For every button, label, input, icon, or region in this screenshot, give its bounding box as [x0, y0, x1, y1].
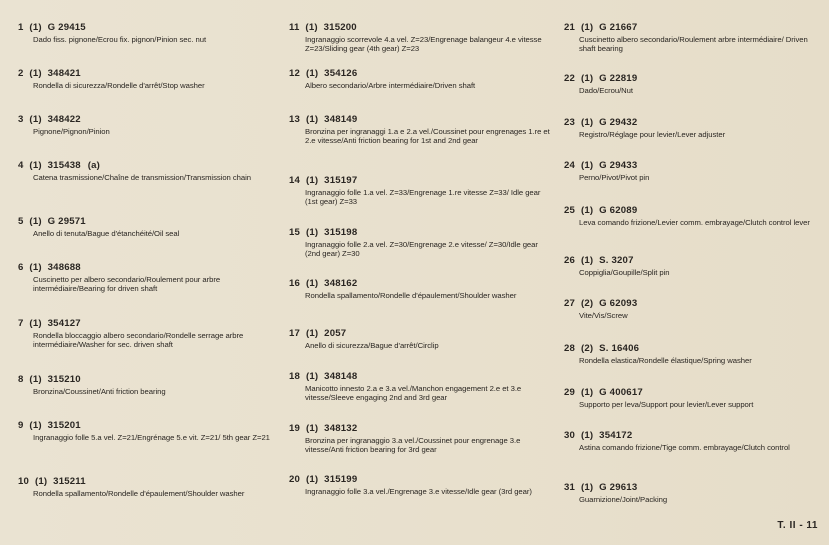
part-quantity: (1) [580, 160, 594, 171]
part-number: 18 [289, 371, 301, 382]
part-description: Rondella spallamento/Rondelle d'épaulement/Shoulder washer [305, 291, 517, 300]
part-quantity: (1) [305, 175, 319, 186]
part-description: Bronzina per ingranaggio 3.a vel./Coussinet pour engrenage 3.e vitesse/Anti friction bearing for 3rd gear [305, 436, 521, 455]
part-number: 2 [18, 68, 24, 79]
part-entry [289, 328, 551, 350]
part-description: Cuscinetto albero secondario/Roulement arbre intermédiaire/ Driven shaft bearing [579, 35, 808, 54]
part-entry [564, 73, 820, 95]
part-description: Anello di sicurezza/Bague d'arrêt/Circlip [305, 341, 439, 350]
part-entry [289, 175, 551, 207]
part-code: 348162 [324, 278, 358, 289]
part-entry [564, 22, 820, 54]
part-description: Ingranaggio folle 5.a vel. Z=21/Engrénage 5.e vit. Z=21/ 5th gear Z=21 [33, 433, 270, 442]
part-code: G 62089 [599, 205, 638, 216]
part-description: Anello di tenuta/Bague d'étanchéité/Oil seal [33, 229, 180, 238]
part-header [564, 343, 820, 354]
part-quantity: (1) [29, 68, 42, 79]
part-code: G 29433 [599, 160, 638, 171]
part-quantity: (1) [29, 114, 42, 125]
part-header [18, 114, 280, 125]
part-entry [18, 318, 280, 350]
part-number: 17 [289, 328, 301, 339]
part-number: 14 [289, 175, 301, 186]
part-code: G 400617 [599, 387, 643, 398]
part-code: G 29415 [47, 22, 86, 33]
part-entry [18, 476, 280, 498]
part-description: Ingranaggio folle 3.a vel./Engrenage 3.e vitesse/Idle gear (3rd gear) [305, 487, 532, 496]
part-header [564, 430, 820, 441]
part-quantity: (1) [580, 73, 594, 84]
part-entry [289, 371, 551, 403]
part-description: Vite/Vis/Screw [579, 311, 628, 320]
part-description: Dado/Ecrou/Nut [579, 86, 633, 95]
part-quantity: (1) [305, 423, 319, 434]
part-quantity: (1) [580, 22, 594, 33]
part-number: 12 [289, 68, 301, 79]
part-number: 13 [289, 114, 301, 125]
part-description: Rondella elastica/Rondelle élastique/Spring washer [579, 356, 752, 365]
part-description: Dado fiss. pignone/Ecrou fix. pignon/Pinion sec. nut [33, 35, 207, 44]
part-description: Coppiglia/Goupille/Split pin [579, 268, 670, 277]
part-entry [564, 255, 820, 277]
part-quantity: (1) [580, 255, 594, 266]
part-entry [18, 216, 280, 238]
part-header [564, 160, 820, 171]
part-entry [289, 278, 551, 300]
part-code: 315197 [324, 175, 358, 186]
part-header [18, 68, 280, 79]
part-code: 348422 [47, 114, 81, 125]
part-header [18, 22, 280, 33]
part-header [289, 371, 551, 382]
part-number: 20 [289, 474, 301, 485]
part-header [18, 420, 280, 431]
part-code: 315211 [53, 476, 86, 487]
part-quantity: (1) [29, 262, 42, 273]
part-number: 15 [289, 227, 301, 238]
part-number: 26 [564, 255, 576, 266]
part-code: S. 16406 [599, 343, 640, 354]
part-description: Registro/Réglage pour levier/Lever adjuster [579, 130, 726, 139]
part-quantity: (1) [305, 474, 319, 485]
part-quantity: (1) [580, 430, 594, 441]
part-header [289, 328, 551, 339]
part-header [564, 255, 820, 266]
part-description: Catena trasmissione/Chaîne de transmission/Transmission chain [33, 173, 251, 182]
part-entry [18, 262, 280, 294]
part-code: 315438 [47, 160, 81, 171]
part-number: 28 [564, 343, 576, 354]
part-header [18, 262, 280, 273]
part-quantity: (1) [580, 205, 594, 216]
part-header [564, 22, 820, 33]
part-entry [564, 387, 820, 409]
part-header [18, 374, 280, 385]
part-code: 315200 [323, 22, 357, 33]
part-entry [289, 68, 551, 90]
part-code: 348688 [47, 262, 81, 273]
part-quantity: (1) [305, 328, 319, 339]
part-description: Rondella bloccaggio albero secondario/Rondelle serrage arbre intermédiaire/Washer for sec. driven shaft [33, 331, 244, 350]
part-entry [564, 430, 820, 452]
part-header [18, 216, 280, 227]
part-number: 9 [18, 420, 24, 431]
part-entry [289, 474, 551, 496]
part-code: 354127 [47, 318, 81, 329]
part-quantity: (1) [305, 278, 319, 289]
part-number: 27 [564, 298, 576, 309]
page-number: T. II - 11 [777, 520, 818, 531]
part-code: S. 3207 [599, 255, 634, 266]
part-quantity: (2) [580, 343, 594, 354]
part-header [289, 114, 551, 125]
part-quantity: (1) [305, 227, 319, 238]
part-header [289, 474, 551, 485]
part-description: Guarnizione/Joint/Packing [579, 495, 668, 504]
part-description: Albero secondario/Arbre intermédiaire/Driven shaft [305, 81, 476, 90]
part-entry [564, 298, 820, 320]
part-quantity: (1) [29, 374, 42, 385]
part-header [18, 160, 280, 171]
part-header [564, 205, 820, 216]
part-header [289, 227, 551, 238]
part-quantity: (1) [580, 387, 594, 398]
part-header [18, 318, 280, 329]
part-header [564, 73, 820, 84]
part-header [289, 22, 551, 33]
part-number: 5 [18, 216, 24, 227]
part-description: Cuscinetto per albero secondario/Roulement pour arbre intermédiaire/Bearing for driven shaft [33, 275, 221, 294]
part-header [564, 117, 820, 128]
part-description: Rondella spallamento/Rondelle d'épaulement/Shoulder washer [33, 489, 245, 498]
part-code: 348148 [324, 371, 358, 382]
part-number: 8 [18, 374, 24, 385]
part-quantity: (1) [305, 114, 319, 125]
part-note: (a) [87, 160, 101, 171]
part-number: 25 [564, 205, 576, 216]
part-code: G 29432 [599, 117, 638, 128]
part-header [289, 278, 551, 289]
part-entry [564, 160, 820, 182]
part-quantity: (2) [580, 298, 594, 309]
part-quantity: (1) [29, 216, 42, 227]
part-entry [18, 160, 280, 182]
part-description: Supporto per leva/Support pour levier/Lever support [579, 400, 754, 409]
part-entry [564, 205, 820, 227]
part-number: 22 [564, 73, 576, 84]
part-description: Ingranaggio scorrevole 4.a vel. Z=23/Engrenage balangeur 4.e vitesse Z=23/Sliding gear (4th gear) Z=23 [305, 35, 542, 54]
part-quantity: (1) [580, 117, 594, 128]
part-entry [289, 22, 551, 54]
part-number: 3 [18, 114, 24, 125]
part-number: 29 [564, 387, 576, 398]
part-entry [18, 114, 280, 136]
part-entry [289, 423, 551, 455]
part-quantity: (1) [305, 371, 319, 382]
part-quantity: (1) [580, 482, 594, 493]
part-number: 1 [18, 22, 24, 33]
part-entry [18, 22, 280, 44]
part-code: 2057 [324, 328, 347, 339]
part-code: 348132 [324, 423, 358, 434]
part-code: G 62093 [599, 298, 638, 309]
part-number: 24 [564, 160, 576, 171]
part-code: 348149 [324, 114, 358, 125]
part-description: Ingranaggio folle 1.a vel. Z=33/Engrenage 1.re vitesse Z=33/ Idle gear (1st gear) Z=33 [305, 188, 541, 207]
part-code: 354172 [599, 430, 633, 441]
part-code: 354126 [324, 68, 358, 79]
part-header [564, 298, 820, 309]
part-entry [564, 117, 820, 139]
part-entry [18, 374, 280, 396]
part-header [564, 387, 820, 398]
part-quantity: (1) [305, 68, 319, 79]
part-description: Pignone/Pignon/Pinion [33, 127, 110, 136]
part-entry [289, 227, 551, 259]
part-code: 315199 [324, 474, 358, 485]
part-code: 315210 [47, 374, 81, 385]
part-number: 30 [564, 430, 576, 441]
part-description: Bronzina per ingranaggi 1.a e 2.a vel./Coussinet pour engrenages 1.re et 2.e vitesse/Anti friction bearing for 1st and 2nd gear [305, 127, 550, 146]
part-code: 348421 [47, 68, 81, 79]
part-code: 315201 [47, 420, 81, 431]
part-description: Perno/Pivot/Pivot pin [579, 173, 650, 182]
part-description: Rondella di sicurezza/Rondelle d'arrêt/Stop washer [33, 81, 205, 90]
part-header [289, 68, 551, 79]
part-number: 21 [564, 22, 576, 33]
part-number: 11 [289, 22, 300, 33]
part-code: G 29571 [47, 216, 86, 227]
part-header [289, 175, 551, 186]
part-quantity: (1) [29, 420, 42, 431]
part-number: 23 [564, 117, 576, 128]
part-number: 6 [18, 262, 24, 273]
part-number: 10 [18, 476, 30, 487]
part-number: 19 [289, 423, 301, 434]
part-code: G 22819 [599, 73, 638, 84]
part-number: 7 [18, 318, 24, 329]
part-quantity: (1) [29, 160, 42, 171]
part-header [18, 476, 280, 487]
part-code: G 21667 [599, 22, 638, 33]
part-entry [289, 114, 551, 146]
part-quantity: (1) [305, 22, 318, 33]
part-code: G 29613 [599, 482, 638, 493]
part-entry [18, 420, 280, 442]
part-number: 31 [564, 482, 576, 493]
part-description: Astina comando frizione/Tige comm. embrayage/Clutch control [579, 443, 790, 452]
part-description: Leva comando frizione/Levier comm. embrayage/Clutch control lever [579, 218, 810, 227]
part-description: Bronzina/Coussinet/Anti friction bearing [33, 387, 166, 396]
part-description: Ingranaggio folle 2.a vel. Z=30/Engrenage 2.e vitesse/ Z=30/Idle gear (2nd gear) Z=30 [305, 240, 538, 259]
part-header [564, 482, 820, 493]
part-entry [18, 68, 280, 90]
part-quantity: (1) [29, 318, 42, 329]
part-description: Manicotto innesto 2.a e 3.a vel./Manchon engagement 2.e et 3.e vitesse/Sleeve engaging 2nd and 3rd gear [305, 384, 522, 403]
part-header [289, 423, 551, 434]
part-code: 315198 [324, 227, 358, 238]
part-entry [564, 482, 820, 504]
part-quantity: (1) [34, 476, 48, 487]
part-number: 4 [18, 160, 24, 171]
part-entry [564, 343, 820, 365]
part-quantity: (1) [29, 22, 42, 33]
part-number: 16 [289, 278, 301, 289]
